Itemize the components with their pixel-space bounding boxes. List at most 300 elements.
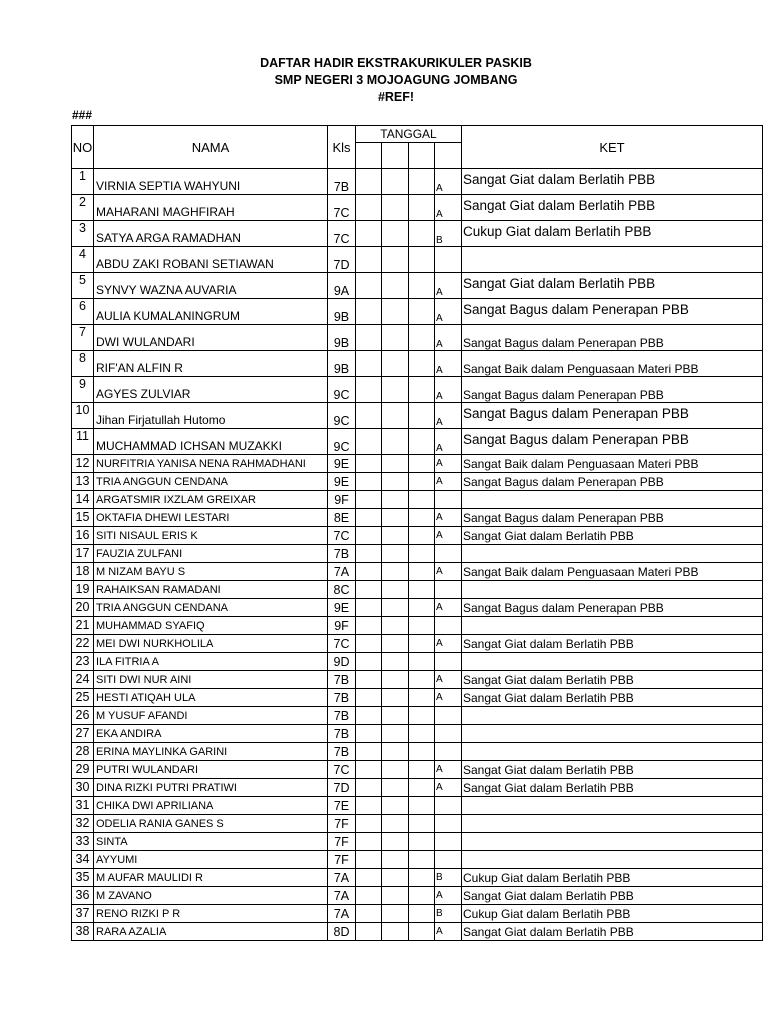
attendance-mark — [435, 797, 462, 815]
class-cell: 7A — [328, 905, 356, 923]
student-name: AGYES ZULVIAR — [94, 377, 328, 403]
row-number: 28 — [72, 743, 94, 761]
student-name: RIF'AN ALFIN R — [94, 351, 328, 377]
student-name: SITI DWI NUR AINI — [94, 671, 328, 689]
attendance-mark: A — [435, 563, 462, 581]
date-cell — [409, 273, 435, 299]
attendance-mark — [435, 725, 462, 743]
date-cell — [409, 599, 435, 617]
remark-cell: Sangat Giat dalam Berlatih PBB — [462, 923, 763, 941]
class-cell: 9B — [328, 325, 356, 351]
table-row — [72, 299, 763, 325]
class-cell: 7D — [328, 779, 356, 797]
date-cell — [382, 581, 409, 599]
table-row — [72, 325, 763, 351]
table-row — [72, 923, 763, 941]
table-row — [72, 545, 763, 563]
date-cell — [382, 377, 409, 403]
student-name: PUTRI WULANDARI — [94, 761, 328, 779]
remark-cell: Sangat Baik dalam Penguasaan Materi PBB — [462, 455, 763, 473]
date-cell — [409, 887, 435, 905]
date-cell — [382, 779, 409, 797]
remark-cell — [462, 581, 763, 599]
row-number: 19 — [72, 581, 94, 599]
class-cell: 7B — [328, 743, 356, 761]
header-kls: Kls — [328, 126, 356, 169]
remark-cell — [462, 653, 763, 671]
attendance-mark — [435, 581, 462, 599]
date-cell — [382, 617, 409, 635]
attendance-mark — [356, 247, 382, 273]
attendance-mark — [435, 247, 462, 273]
student-name: M YUSUF AFANDI — [94, 707, 328, 725]
student-name: MEI DWI NURKHOLILA — [94, 635, 328, 653]
attendance-mark — [356, 851, 382, 869]
table-row — [72, 377, 763, 403]
row-number: 37 — [72, 905, 94, 923]
table-row — [72, 491, 763, 509]
date-cell — [409, 761, 435, 779]
student-name: ABDU ZAKI ROBANI SETIAWAN — [94, 247, 328, 273]
date-cell — [409, 725, 435, 743]
remark-cell: Sangat Bagus dalam Penerapan PBB — [462, 403, 763, 429]
row-number: 25 — [72, 689, 94, 707]
student-name: SYNVY WAZNA AUVARIA — [94, 273, 328, 299]
table-row — [72, 509, 763, 527]
attendance-mark: A — [435, 671, 462, 689]
table-row — [72, 887, 763, 905]
student-name: RARA AZALIA — [94, 923, 328, 941]
table-row — [72, 563, 763, 581]
attendance-mark — [356, 473, 382, 491]
date-cell — [382, 403, 409, 429]
class-cell: 7B — [328, 545, 356, 563]
table-row — [72, 689, 763, 707]
row-number: 29 — [72, 761, 94, 779]
date-cell — [382, 195, 409, 221]
row-number: 21 — [72, 617, 94, 635]
student-name: ODELIA RANIA GANES S — [94, 815, 328, 833]
row-number: 32 — [72, 815, 94, 833]
student-name: MUHAMMAD SYAFIQ — [94, 617, 328, 635]
attendance-mark — [356, 725, 382, 743]
table-row — [72, 617, 763, 635]
attendance-mark: A — [435, 351, 462, 377]
remark-cell — [462, 247, 763, 273]
class-cell: 9C — [328, 403, 356, 429]
attendance-mark — [356, 923, 382, 941]
date-cell — [409, 491, 435, 509]
attendance-mark — [435, 833, 462, 851]
row-number: 6 — [72, 299, 94, 325]
table-row — [72, 527, 763, 545]
row-number: 8 — [72, 351, 94, 377]
date-cell — [382, 527, 409, 545]
date-cell — [382, 905, 409, 923]
date-cell — [382, 599, 409, 617]
attendance-mark: B — [435, 869, 462, 887]
date-cell — [409, 351, 435, 377]
attendance-mark — [356, 887, 382, 905]
attendance-mark: A — [435, 887, 462, 905]
date-ref-error: #REF! — [377, 90, 415, 104]
class-cell: 7C — [328, 527, 356, 545]
attendance-mark — [435, 707, 462, 725]
attendance-mark: A — [435, 779, 462, 797]
date-cell — [409, 325, 435, 351]
attendance-mark — [356, 689, 382, 707]
date-cell — [382, 491, 409, 509]
attendance-mark: A — [435, 325, 462, 351]
date-cell — [409, 617, 435, 635]
row-number: 34 — [72, 851, 94, 869]
remark-cell: Sangat Bagus dalam Penerapan PBB — [462, 473, 763, 491]
remark-cell: Sangat Bagus dalam Penerapan PBB — [462, 429, 763, 455]
date-column-2 — [382, 143, 409, 169]
attendance-mark — [356, 743, 382, 761]
student-name: DINA RIZKI PUTRI PRATIWI — [94, 779, 328, 797]
student-name: RENO RIZKI P R — [94, 905, 328, 923]
row-number: 23 — [72, 653, 94, 671]
remark-cell: Sangat Giat dalam Berlatih PBB — [462, 273, 763, 299]
date-cell — [409, 169, 435, 195]
remark-cell — [462, 797, 763, 815]
class-cell: 9A — [328, 273, 356, 299]
date-cell — [382, 563, 409, 581]
attendance-mark — [356, 617, 382, 635]
attendance-mark — [356, 833, 382, 851]
remark-cell: Sangat Giat dalam Berlatih PBB — [462, 635, 763, 653]
remark-cell — [462, 707, 763, 725]
row-number: 22 — [72, 635, 94, 653]
date-cell — [382, 887, 409, 905]
class-cell: 8C — [328, 581, 356, 599]
date-cell — [382, 473, 409, 491]
date-cell — [382, 429, 409, 455]
class-cell: 7C — [328, 195, 356, 221]
student-name: CHIKA DWI APRILIANA — [94, 797, 328, 815]
date-cell — [409, 869, 435, 887]
table-row — [72, 195, 763, 221]
attendance-mark — [356, 545, 382, 563]
row-number: 17 — [72, 545, 94, 563]
class-cell: 8D — [328, 923, 356, 941]
table-row — [72, 851, 763, 869]
attendance-mark: A — [435, 169, 462, 195]
attendance-mark — [356, 905, 382, 923]
row-number: 26 — [72, 707, 94, 725]
date-cell — [409, 815, 435, 833]
row-number: 35 — [72, 869, 94, 887]
class-cell: 9F — [328, 491, 356, 509]
date-cell — [382, 273, 409, 299]
header-no: NO — [72, 126, 94, 169]
date-cell — [382, 815, 409, 833]
date-cell — [409, 545, 435, 563]
attendance-mark: A — [435, 195, 462, 221]
class-cell: 7B — [328, 707, 356, 725]
row-number: 36 — [72, 887, 94, 905]
attendance-mark: A — [435, 273, 462, 299]
date-cell — [409, 797, 435, 815]
class-cell: 7B — [328, 689, 356, 707]
date-cell — [382, 221, 409, 247]
remark-cell: Sangat Giat dalam Berlatih PBB — [462, 195, 763, 221]
attendance-mark: A — [435, 403, 462, 429]
class-cell: 9E — [328, 599, 356, 617]
class-cell: 9D — [328, 653, 356, 671]
class-cell: 7B — [328, 169, 356, 195]
date-cell — [409, 671, 435, 689]
attendance-mark — [356, 599, 382, 617]
table-row — [72, 833, 763, 851]
class-cell: 7E — [328, 797, 356, 815]
class-cell: 7A — [328, 887, 356, 905]
table-row — [72, 247, 763, 273]
attendance-mark — [356, 635, 382, 653]
date-column-1 — [356, 143, 382, 169]
date-cell — [382, 671, 409, 689]
remark-cell: Sangat Bagus dalam Penerapan PBB — [462, 599, 763, 617]
date-cell — [382, 351, 409, 377]
table-row — [72, 169, 763, 195]
remark-cell — [462, 851, 763, 869]
table-row — [72, 273, 763, 299]
attendance-mark — [356, 221, 382, 247]
attendance-mark — [356, 491, 382, 509]
attendance-mark — [356, 403, 382, 429]
attendance-mark — [356, 761, 382, 779]
table-row — [72, 581, 763, 599]
date-cell — [382, 689, 409, 707]
attendance-mark: A — [435, 761, 462, 779]
attendance-mark: A — [435, 689, 462, 707]
attendance-mark — [356, 869, 382, 887]
date-cell — [409, 707, 435, 725]
attendance-mark — [356, 797, 382, 815]
document-title: DAFTAR HADIR EKSTRAKURIKULER PASKIB — [260, 56, 532, 70]
student-name: RAHAIKSAN RAMADANI — [94, 581, 328, 599]
date-cell — [409, 299, 435, 325]
table-row — [72, 797, 763, 815]
row-number: 12 — [72, 455, 94, 473]
table-row — [72, 429, 763, 455]
attendance-mark — [435, 491, 462, 509]
student-name: TRIA ANGGUN CENDANA — [94, 473, 328, 491]
class-cell: 9E — [328, 473, 356, 491]
remark-cell: Sangat Giat dalam Berlatih PBB — [462, 887, 763, 905]
student-name: EKA ANDIRA — [94, 725, 328, 743]
date-cell — [409, 221, 435, 247]
attendance-mark — [356, 653, 382, 671]
remark-cell: Sangat Baik dalam Penguasaan Materi PBB — [462, 351, 763, 377]
class-cell: 9F — [328, 617, 356, 635]
table-row — [72, 743, 763, 761]
student-name: ERINA MAYLINKA GARINI — [94, 743, 328, 761]
date-cell — [382, 325, 409, 351]
attendance-mark — [356, 563, 382, 581]
date-cell — [409, 689, 435, 707]
remark-cell: Sangat Baik dalam Penguasaan Materi PBB — [462, 563, 763, 581]
student-name: HESTI ATIQAH ULA — [94, 689, 328, 707]
class-cell: 7A — [328, 563, 356, 581]
remark-cell: Sangat Giat dalam Berlatih PBB — [462, 169, 763, 195]
date-cell — [409, 527, 435, 545]
attendance-mark — [356, 195, 382, 221]
table-row — [72, 779, 763, 797]
date-cell — [382, 545, 409, 563]
remark-cell: Sangat Bagus dalam Penerapan PBB — [462, 325, 763, 351]
row-number: 38 — [72, 923, 94, 941]
class-cell: 9B — [328, 351, 356, 377]
attendance-mark: A — [435, 473, 462, 491]
date-cell — [382, 833, 409, 851]
overflow-cell-marker: ### — [72, 108, 93, 122]
table-row — [72, 599, 763, 617]
date-cell — [409, 563, 435, 581]
attendance-mark — [356, 671, 382, 689]
class-cell: 9E — [328, 455, 356, 473]
remark-cell: Sangat Bagus dalam Penerapan PBB — [462, 299, 763, 325]
student-name: FAUZIA ZULFANI — [94, 545, 328, 563]
attendance-mark: A — [435, 509, 462, 527]
class-cell: 7C — [328, 761, 356, 779]
attendance-mark — [435, 617, 462, 635]
remark-cell: Cukup Giat dalam Berlatih PBB — [462, 869, 763, 887]
date-cell — [409, 195, 435, 221]
remark-cell — [462, 491, 763, 509]
date-cell — [409, 905, 435, 923]
attendance-mark — [356, 169, 382, 195]
table-row — [72, 351, 763, 377]
date-cell — [382, 169, 409, 195]
attendance-mark — [356, 707, 382, 725]
date-cell — [409, 851, 435, 869]
date-cell — [382, 743, 409, 761]
student-name: AYYUMI — [94, 851, 328, 869]
attendance-mark: A — [435, 299, 462, 325]
table-row — [72, 221, 763, 247]
student-name: AULIA KUMALANINGRUM — [94, 299, 328, 325]
date-cell — [382, 455, 409, 473]
row-number: 31 — [72, 797, 94, 815]
student-name: ARGATSMIR IXZLAM GREIXAR — [94, 491, 328, 509]
attendance-mark: A — [435, 635, 462, 653]
class-cell: 7D — [328, 247, 356, 273]
date-cell — [382, 299, 409, 325]
class-cell: 7F — [328, 815, 356, 833]
date-cell — [382, 707, 409, 725]
row-number: 10 — [72, 403, 94, 429]
remark-cell — [462, 617, 763, 635]
class-cell: 7F — [328, 851, 356, 869]
remark-cell: Sangat Bagus dalam Penerapan PBB — [462, 377, 763, 403]
date-cell — [409, 473, 435, 491]
row-number: 13 — [72, 473, 94, 491]
table-row — [72, 635, 763, 653]
row-number: 5 — [72, 273, 94, 299]
date-cell — [409, 779, 435, 797]
remark-cell — [462, 815, 763, 833]
table-row — [72, 707, 763, 725]
table-row — [72, 815, 763, 833]
class-cell: 7B — [328, 725, 356, 743]
remark-cell — [462, 545, 763, 563]
remark-cell: Sangat Giat dalam Berlatih PBB — [462, 671, 763, 689]
student-name: M NIZAM BAYU S — [94, 563, 328, 581]
date-column-4 — [435, 143, 462, 169]
student-name: TRIA ANGGUN CENDANA — [94, 599, 328, 617]
header-ket: KET — [462, 126, 763, 169]
remark-cell: Sangat Bagus dalam Penerapan PBB — [462, 509, 763, 527]
student-name: SITI NISAUL ERIS K — [94, 527, 328, 545]
row-number: 15 — [72, 509, 94, 527]
attendance-mark — [356, 455, 382, 473]
date-cell — [382, 869, 409, 887]
date-cell — [409, 403, 435, 429]
row-number: 16 — [72, 527, 94, 545]
table-row — [72, 473, 763, 491]
attendance-mark — [435, 545, 462, 563]
attendance-mark: A — [435, 599, 462, 617]
row-number: 18 — [72, 563, 94, 581]
remark-cell — [462, 725, 763, 743]
date-column-3 — [409, 143, 435, 169]
attendance-mark — [356, 815, 382, 833]
date-cell — [409, 509, 435, 527]
row-number: 30 — [72, 779, 94, 797]
student-name: OKTAFIA DHEWI LESTARI — [94, 509, 328, 527]
student-name: M ZAVANO — [94, 887, 328, 905]
attendance-mark: B — [435, 221, 462, 247]
attendance-mark — [356, 779, 382, 797]
date-cell — [382, 509, 409, 527]
attendance-mark — [356, 581, 382, 599]
table-row — [72, 653, 763, 671]
date-cell — [409, 377, 435, 403]
remark-cell: Sangat Giat dalam Berlatih PBB — [462, 527, 763, 545]
remark-cell: Cukup Giat dalam Berlatih PBB — [462, 905, 763, 923]
header-row — [72, 126, 763, 143]
date-cell — [409, 429, 435, 455]
header-nama: NAMA — [94, 126, 328, 169]
class-cell: 9B — [328, 299, 356, 325]
row-number: 11 — [72, 429, 94, 455]
attendance-mark — [435, 851, 462, 869]
attendance-mark — [435, 743, 462, 761]
class-cell: 9C — [328, 377, 356, 403]
attendance-mark: A — [435, 377, 462, 403]
date-cell — [409, 923, 435, 941]
date-cell — [409, 581, 435, 599]
row-number: 2 — [72, 195, 94, 221]
table-row — [72, 725, 763, 743]
attendance-table — [71, 125, 763, 941]
attendance-mark — [356, 527, 382, 545]
attendance-mark — [356, 299, 382, 325]
row-number: 1 — [72, 169, 94, 195]
class-cell: 7A — [328, 869, 356, 887]
attendance-mark: A — [435, 527, 462, 545]
remark-cell: Cukup Giat dalam Berlatih PBB — [462, 221, 763, 247]
table-row — [72, 761, 763, 779]
class-cell: 7F — [328, 833, 356, 851]
date-cell — [382, 761, 409, 779]
attendance-mark — [356, 325, 382, 351]
row-number: 4 — [72, 247, 94, 273]
student-name: MAHARANI MAGHFIRAH — [94, 195, 328, 221]
class-cell: 7C — [328, 635, 356, 653]
